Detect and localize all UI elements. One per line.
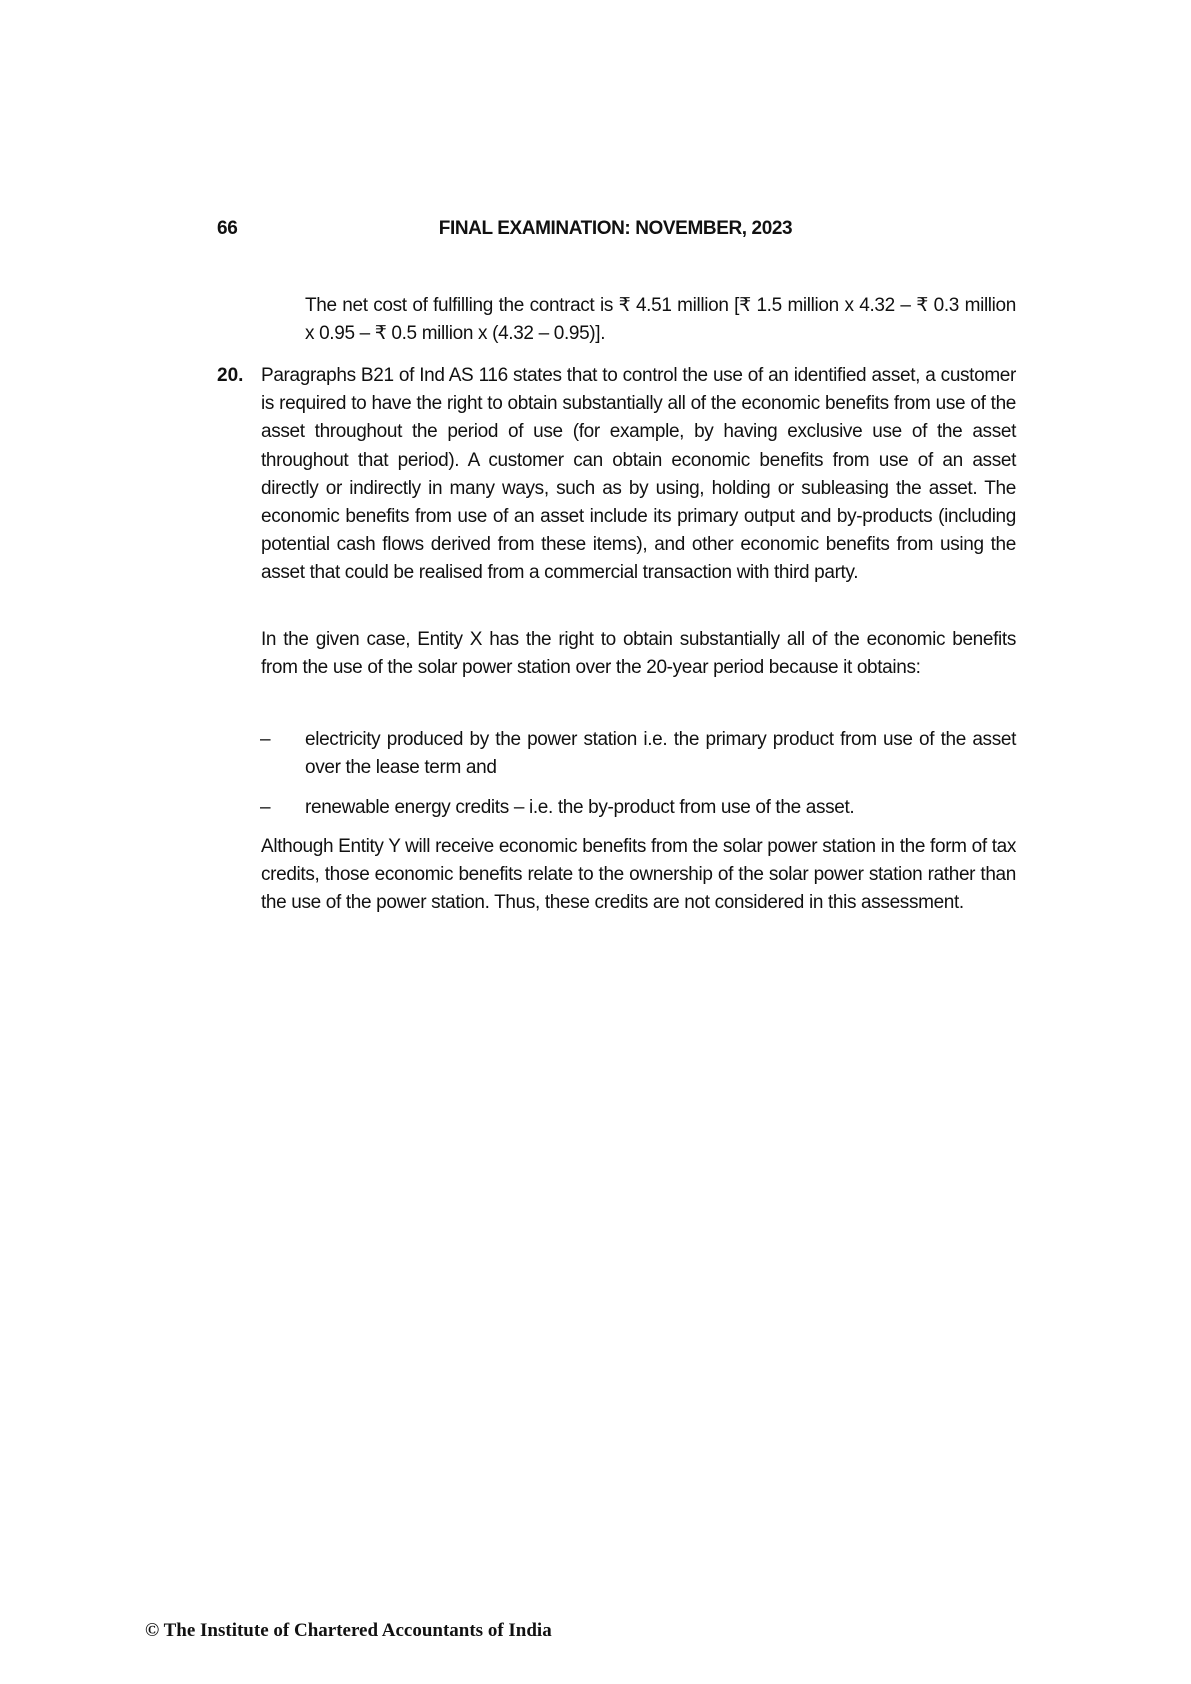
question-number: 20. [217, 365, 244, 386]
answer-paragraph-1: Paragraphs B21 of Ind AS 116 states that to control the use of an identified asset, a customer is required to have the right to obtain substantially all of the economic benefits from use of the asset throughout the period of use (for example, by having exclusive use of the asset throughout that period). A customer can obtain economic benefits from use of an asset directly or indirectly in many ways, such as by using, holding or subleasing the asset. The economic benefits from use of an asset include its primary output and by-products (including potential cash flows derived from these items), and other economic benefits from using the asset that could be realised from a commercial transaction with third party. [261, 365, 1016, 584]
page-title: FINAL EXAMINATION: NOVEMBER, 2023 [438, 218, 793, 239]
bullet-marker: – [260, 797, 271, 818]
bullet-item: renewable energy credits – i.e. the by-product from use of the asset. [305, 797, 855, 818]
answer-paragraph-3: Although Entity Y will receive economic benefits from the solar power station in the form of tax credits, those economic benefits relate to the ownership of the solar power station rather than the use of the power station. Thus, these credits are not considered in this assessment. [261, 836, 1016, 914]
page-number: 66 [217, 218, 238, 239]
answer-paragraph-2: In the given case, Entity X has the right to obtain substantially all of the economic benefits from the use of the solar power station over the 20-year period because it obtains: [261, 629, 1016, 679]
bullet-item: electricity produced by the power station i.e. the primary product from use of the asset over the lease term and [305, 729, 1016, 779]
bullet-marker: – [260, 729, 271, 750]
footer-copyright: © The Institute of Chartered Accountants of India [145, 1620, 552, 1641]
net-cost-paragraph: The net cost of fulfilling the contract is ₹ 4.51 million [₹ 1.5 million x 4.32 – ₹ 0.3 million x 0.95 – ₹ 0.5 million x (4.32 – 0.95)]. [305, 295, 1016, 345]
